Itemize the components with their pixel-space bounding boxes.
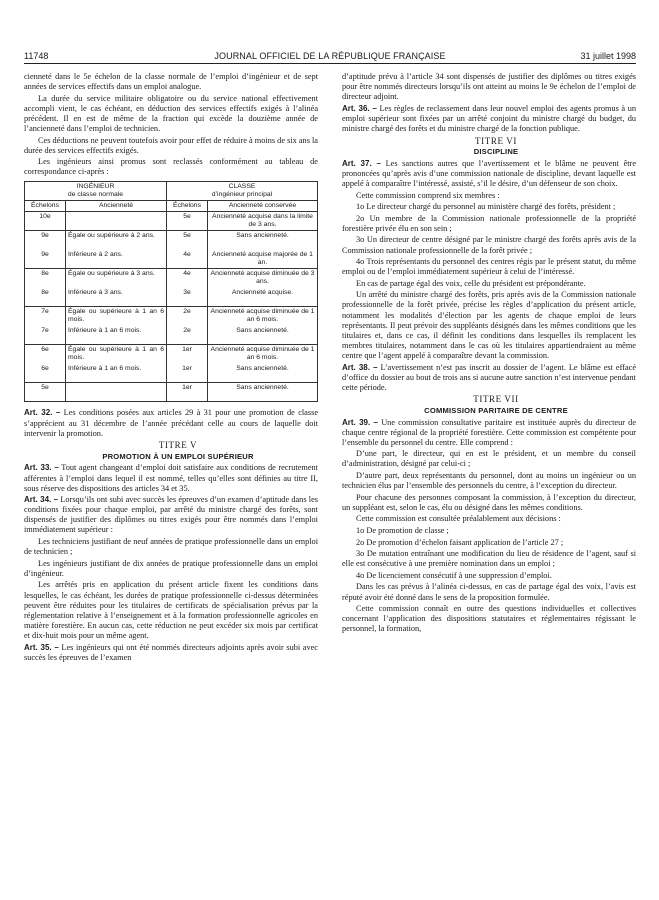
table-row [25, 307, 318, 345]
table-cell-anciennete-conservee [208, 212, 318, 231]
paragraph: Les ingénieurs ainsi promus sont reclassés conformément au tableau de correspondance ci-après : [24, 157, 318, 177]
title-v-heading: PROMOTION À UN EMPLOI SUPÉRIEUR [102, 451, 254, 461]
table-cell-line: Égale ou supérieure à 3 ans. [68, 270, 155, 278]
right-column [342, 72, 636, 636]
paragraph: Pour chacune des personnes composant la commission, à l’exception du directeur, un suppléant est, selon le cas, élu ou désigné dans les mêmes conditions. [342, 492, 636, 512]
table-cell-line: 4e [183, 270, 191, 278]
table-row [25, 345, 318, 383]
paragraph: 4o Trois représentants du personnel des centres régis par le présent statut, du même emploi ou de l’emploi immédiatement supérieur à celui de l’intéressé. [342, 257, 636, 277]
table-cell-line: 2e [183, 308, 191, 316]
paragraph: 2o Un membre de la Commission nationale professionnelle de la propriété forestière privée élu en son sein ; [342, 213, 636, 233]
paragraph: D’autre part, deux représentants du personnel, dont au moins un ingénieur ou un technicien élus par l’ensemble des personnels du centre, à l’exception du directeur. [342, 470, 636, 491]
table-cell-line: 9e [41, 232, 49, 240]
table-row [25, 231, 318, 269]
paragraph: Les ingénieurs justifiant de dix années de pratique professionnelle dans un emploi d’ingénieur. [24, 558, 318, 578]
table-cell-line: 6e [41, 365, 49, 373]
left-column [24, 72, 318, 664]
table-cell-line: Inférieure à 2 ans. [68, 251, 123, 259]
table-cell-line: Inférieure à 1 an 6 mois. [68, 327, 142, 335]
table-row [25, 383, 318, 402]
article-label: Art. 32. – [24, 408, 61, 418]
table-cell-line: 8e [41, 270, 49, 278]
table-cell-line: Ancienneté acquise majorée de 1 an. [212, 251, 313, 267]
article-label: Art. 38. – [342, 362, 378, 372]
table-cell-line: 1er [182, 365, 192, 373]
table-cell-line [68, 213, 164, 229]
table-cell-line: 1er [182, 384, 192, 392]
paragraph: Cette commission connaît en outre des questions individuelles et collectives concernant l’application des dispositions statutaires et réglementaires régissant le personnel, la formation, [342, 604, 636, 634]
paragraph: cienneté dans le 5e échelon de la classe normale de l’emploi d’ingénieur et de sept années de services effectifs dans un emploi analogue. [24, 72, 318, 92]
article-34: Art. 34. – Lorsqu’ils ont subi avec succès les épreuves d’un examen d’aptitude dans les conditions fixées pour chaque emploi, par arrêté du ministre chargé des forêts, sont dispensés de justifier des diplômes ou titres exigés pour être nommés dans l’emploi immédiatement supérieur : [24, 495, 319, 535]
table-cell-anciennete-conservee [208, 231, 318, 269]
table-cell-anciennete-conservee [208, 345, 318, 383]
column-header: Échelons [25, 201, 66, 212]
title-v: TITRE V [158, 440, 198, 451]
column-header: Ancienneté conservée [208, 201, 318, 212]
paragraph: 1o De promotion de classe ; [356, 525, 449, 535]
article-label: Art. 39. – [342, 417, 378, 427]
table-cell-echelon [25, 345, 66, 383]
table-cell-line: 5e [183, 232, 191, 240]
table-cell-echelon-principal [167, 231, 208, 269]
article-32: Art. 32. – Les conditions posées aux articles 29 à 31 pour une promotion de classe s’apprécient au 31 décembre de l’année précédant celle au cours de laquelle doit intervenir la promotion. [24, 408, 319, 438]
paragraph: 4o De licenciement consécutif à une suppression d’emploi. [356, 570, 552, 580]
table-cell-line: 5e [183, 213, 191, 221]
table-cell-anciennete [66, 307, 167, 345]
table-cell-line: 1er [182, 346, 192, 354]
table-cell-line: Sans ancienneté. [236, 384, 289, 392]
article-label: Art. 33. – [24, 463, 59, 473]
publication-date: 31 juillet 1998 [580, 51, 636, 61]
title-vi: TITRE VI [475, 135, 517, 146]
article-label: Art. 36. – [342, 103, 377, 113]
table-cell-line: Égale ou supérieure à 2 ans. [68, 232, 155, 240]
table-cell-line: 5e [41, 384, 49, 392]
table-cell-line: Inférieure à 3 ans. [68, 289, 123, 297]
table-cell-echelon [25, 383, 66, 402]
table-cell-line: Inférieure à 1 an 6 mois. [68, 365, 142, 373]
table-cell-line: Sans ancienneté. [236, 232, 289, 240]
table-cell-anciennete-conservee [208, 269, 318, 307]
paragraph: 2o De promotion d’échelon faisant application de l’article 27 ; [356, 537, 564, 547]
paragraph: En cas de partage égal des voix, celle du président est prépondérante. [356, 278, 586, 288]
column-header: Ancienneté [66, 201, 167, 212]
column-header: Échelons [167, 201, 208, 212]
table-cell-echelon [25, 269, 66, 307]
table-cell-line: 6e [41, 346, 49, 354]
table-cell-echelon-principal [167, 212, 208, 231]
table-cell-line: Ancienneté acquise. [231, 289, 294, 297]
table-row [25, 212, 318, 231]
table-cell-line: 2e [183, 327, 191, 335]
paragraph: d’aptitude prévu à l’article 34 sont dispensés de justifier des diplômes ou titres exigés pour être nommés directeurs lorsqu’ils ont atteint au moins le 9e échelon de l’emploi de directeur adjoint. [342, 72, 636, 102]
paragraph: Cette commission est consultée préalablement aux décisions : [356, 514, 561, 524]
table-cell-echelon [25, 212, 66, 231]
paragraph: 1o Le directeur chargé du personnel au ministère chargé des forêts, président ; [356, 202, 616, 212]
table-cell-line: 7e [41, 327, 49, 335]
table-cell-anciennete [66, 345, 167, 383]
title-vi-heading: DISCIPLINE [473, 147, 519, 157]
table-cell-anciennete-conservee [208, 307, 318, 345]
header-rule [24, 63, 636, 64]
article-33: Art. 33. – Tout agent changeant d’emploi doit satisfaire aux conditions de recrutement afférentes à l’emploi dans lequel il est nommé, telles qu’elles sont définies au titre II, sous réserve des dispositions des articles 34 et 35. [24, 463, 318, 493]
table-cell-anciennete-conservee [208, 383, 318, 402]
paragraph: La durée du service militaire obligatoire ou du service national effectivement accompli vient, le cas échéant, en déduction des services effectifs exigés à l’alinéa précédent. Il en est de même de la fraction qui excède la douzième année de l’ancienneté dans l’emploi de technicien. [24, 93, 318, 133]
table-cell-line: 9e [41, 251, 49, 259]
table-cell-line: Égale ou supérieure à 1 an 6 mois. [68, 308, 164, 324]
table-cell-line: Ancienneté acquise diminuée de 1 an 6 mois. [210, 308, 315, 324]
article-36: Art. 36. – Les règles de reclassement dans leur nouvel emploi des agents promus à un emploi supérieur sont fixées par un arrêté conjoint du ministre chargé du budget, du ministre chargé des forêts et du ministre chargé de la fonction publique. [342, 103, 637, 133]
table-cell-echelon [25, 307, 66, 345]
paragraph: D’une part, le directeur, qui en est le président, et un membre du conseil d’administration, désigné par celui-ci ; [342, 449, 636, 469]
paragraph: Dans les cas prévus à l’alinéa ci-dessus, en cas de partage égal des voix, l’avis est réputé avoir été donné dans le sens de la proposition formulée. [342, 582, 636, 602]
title-vii: TITRE VII [473, 394, 519, 405]
paragraph: 3o Un directeur de centre désigné par le ministre chargé des forêts après avis de la Commission nationale professionnelle de la forêt privée ; [342, 235, 636, 255]
journal-title: JOURNAL OFFICIEL DE LA RÉPUBLIQUE FRANÇAISE [214, 51, 446, 61]
article-label: Art. 34. – [24, 495, 59, 505]
page-number: 11748 [24, 51, 49, 61]
table-cell-echelon-principal [167, 383, 208, 402]
table-cell-echelon-principal [167, 307, 208, 345]
table-group-header-ingenieur: INGÉNIEUR de classe normale [25, 182, 167, 201]
table-cell-echelon-principal [167, 345, 208, 383]
table-cell-line: Ancienneté acquise diminuée de 3 ans. [210, 270, 315, 286]
table-cell-line: Égale ou supérieure à 1 an 6 mois. [68, 346, 164, 362]
table-cell-line: 4e [183, 251, 191, 259]
paragraph: Un arrêté du ministre chargé des forêts, pris après avis de la Commission nationale professionnelle de la forêt privée, précise les règles d’application du présent article, notamment les modalités d’élection par les agents de chaque emploi de leurs représentants. Il peut prévoir des suppléants désignés dans les mêmes conditions que les titulaires et, dans ce cas, il définit les conditions dans lesquelles ils remplacent les membres titulaires, notamment dans le cas où les titulaires appartiendraient au même centre que l’agent appelé à comparaître devant la commission. [342, 290, 636, 360]
correspondence-table [24, 181, 318, 402]
table-cell-line: 3e [183, 289, 191, 297]
table-cell-anciennete [66, 269, 167, 307]
table-cell-anciennete [66, 231, 167, 269]
article-39: Art. 39. – Une commission consultative paritaire est instituée auprès du directeur de chaque centre régional de la propriété forestière. Cette commission est compétente pour l’ensemble du personnel du centre. Elle comprend : [342, 417, 637, 447]
table-cell-line: 7e [41, 308, 49, 316]
table-cell-line: 8e [41, 289, 49, 297]
table-cell-line: Sans ancienneté. [236, 365, 289, 373]
table-cell-echelon [25, 231, 66, 269]
table-cell-line: 10e [39, 213, 51, 221]
paragraph: 3o De mutation entraînant une modification du lieu de résidence de l’agent, sauf si elle est consécutive à une première nomination dans un emploi ; [342, 549, 636, 569]
table-cell-line: Ancienneté acquise dans la limite de 3 ans. [212, 213, 313, 229]
article-38: Art. 38. – L’avertissement n’est pas inscrit au dossier de l’agent. Le blâme est effacé d’office du dossier au bout de trois ans si aucune autre sanction n’est intervenue pendant cette période. [342, 362, 636, 392]
paragraph: Les arrêtés pris en application du présent article fixent les conditions dans lesquelles, le cas échéant, les durées de pratique professionnelle ci-dessus déterminées peuvent être réduites pour les titulaires de certificats de spécialisation prévus par la réglementation relative à l’enseignement et à la formation professionnelle agricoles en matière forestière. En aucun cas, cette réduction ne peut excéder six mois par certificat et dix-huit mois pour un même agent. [24, 580, 318, 640]
table-cell-line [68, 384, 164, 400]
table-cell-line: Ancienneté acquise diminuée de 1 an 6 mois. [210, 346, 315, 362]
table-row [25, 269, 318, 307]
article-37: Art. 37. – Les sanctions autres que l’avertissement et le blâme ne peuvent être prononcées qu’après avis d’une commission nationale de discipline, devant laquelle est appelé à comparaître l’intéressé, assisté, s’il le désire, d’un défenseur de son choix. [342, 158, 637, 188]
paragraph: Les techniciens justifiant de neuf années de pratique professionnelle dans un emploi de technicien ; [24, 537, 318, 557]
article-35: Art. 35. – Les ingénieurs qui ont été nommés directeurs adjoints après avoir subi avec succès les épreuves de l’examen [24, 642, 318, 662]
article-label: Art. 35. – [24, 642, 59, 652]
article-label: Art. 37. – [342, 158, 381, 168]
paragraph: Ces déductions ne peuvent toutefois avoir pour effet de réduire à moins de six ans la durée des services effectifs exigés. [24, 135, 318, 155]
table-cell-echelon-principal [167, 269, 208, 307]
table-cell-anciennete [66, 383, 167, 402]
title-vii-heading: COMMISSION PARITAIRE DE CENTRE [424, 405, 568, 415]
table-cell-line: Sans ancienneté. [236, 327, 289, 335]
table-group-header-classe: CLASSE d’ingénieur principal [167, 182, 318, 201]
table-cell-anciennete [66, 212, 167, 231]
paragraph: Cette commission comprend six membres : [356, 190, 500, 200]
